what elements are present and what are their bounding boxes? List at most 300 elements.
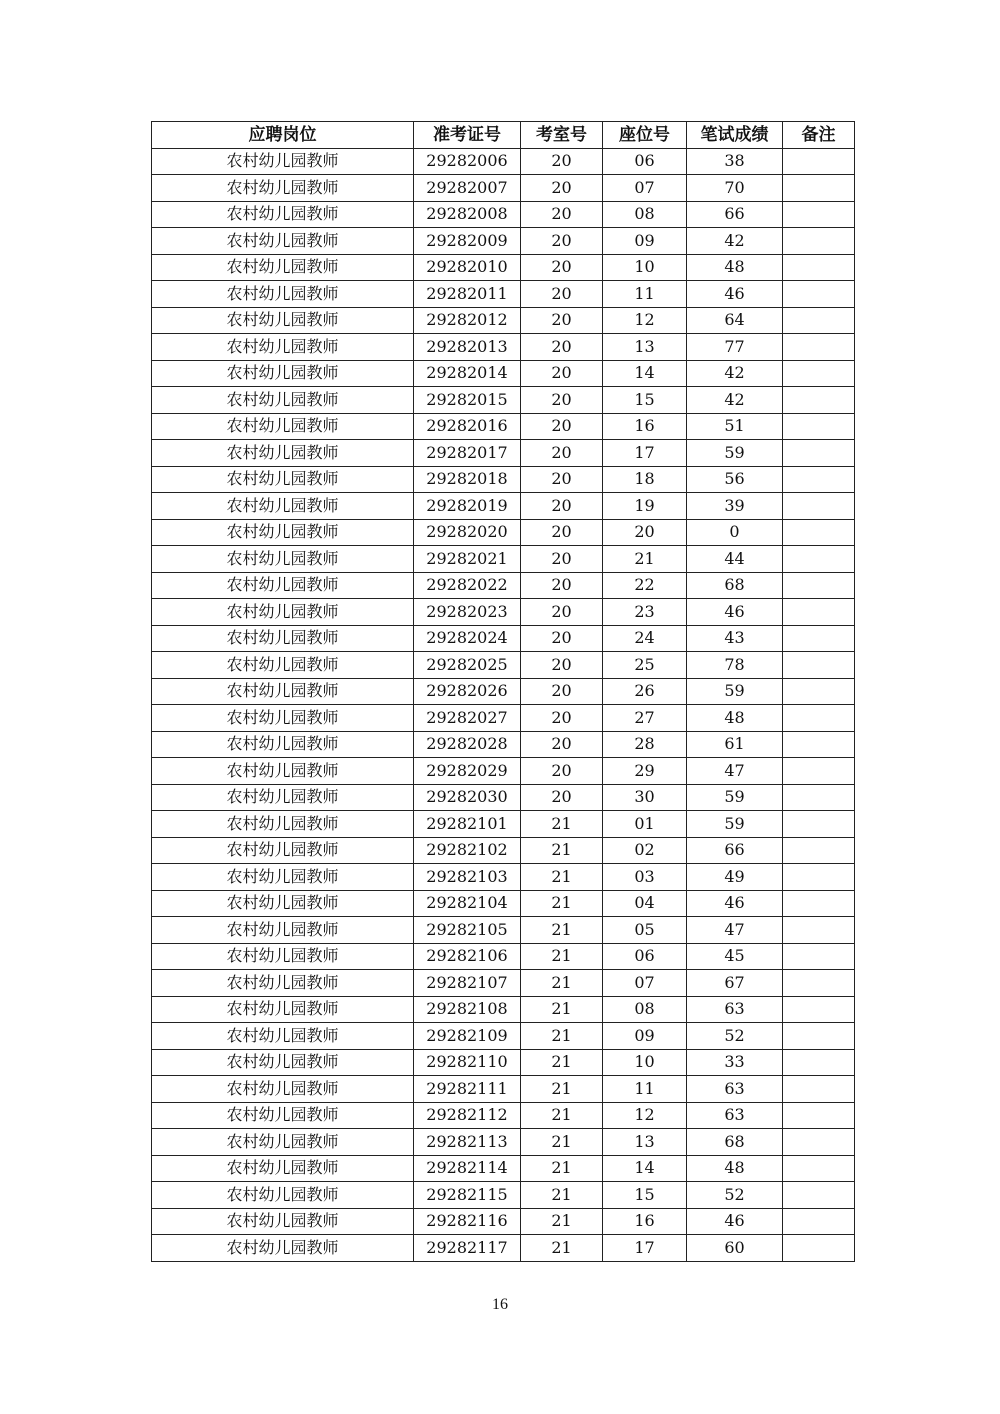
- cell-seat-number: 24: [603, 625, 687, 652]
- cell-written-score: 59: [687, 678, 783, 705]
- cell-written-score: 59: [687, 440, 783, 467]
- cell-exam-room: 21: [521, 970, 603, 997]
- cell-ticket-number: 29282115: [414, 1182, 521, 1209]
- cell-remark: [783, 1076, 855, 1103]
- cell-remark: [783, 731, 855, 758]
- cell-exam-room: 20: [521, 281, 603, 308]
- table-row: [152, 917, 855, 944]
- cell-seat-number: 28: [603, 731, 687, 758]
- cell-ticket-number: 29282109: [414, 1023, 521, 1050]
- cell-seat-number: 14: [603, 360, 687, 387]
- cell-exam-room: 20: [521, 387, 603, 414]
- cell-remark: [783, 625, 855, 652]
- cell-ticket-number: 29282010: [414, 254, 521, 281]
- cell-written-score: 59: [687, 811, 783, 838]
- cell-written-score: 49: [687, 864, 783, 891]
- cell-position: 农村幼儿园教师: [152, 360, 414, 387]
- cell-remark: [783, 387, 855, 414]
- cell-ticket-number: 29282022: [414, 572, 521, 599]
- cell-exam-room: 20: [521, 519, 603, 546]
- table-row: [152, 546, 855, 573]
- cell-exam-room: 20: [521, 440, 603, 467]
- table-row: [152, 864, 855, 891]
- cell-ticket-number: 29282106: [414, 943, 521, 970]
- cell-written-score: 77: [687, 334, 783, 361]
- cell-remark: [783, 917, 855, 944]
- cell-ticket-number: 29282015: [414, 387, 521, 414]
- cell-remark: [783, 943, 855, 970]
- cell-exam-room: 20: [521, 175, 603, 202]
- cell-seat-number: 02: [603, 837, 687, 864]
- cell-remark: [783, 1235, 855, 1262]
- cell-written-score: 68: [687, 1129, 783, 1156]
- table-row: [152, 175, 855, 202]
- cell-written-score: 42: [687, 228, 783, 255]
- cell-ticket-number: 29282114: [414, 1155, 521, 1182]
- cell-written-score: 52: [687, 1182, 783, 1209]
- header-written-score: 笔试成绩: [687, 122, 783, 149]
- page-number: 16: [492, 1296, 508, 1313]
- cell-written-score: 47: [687, 917, 783, 944]
- cell-written-score: 66: [687, 837, 783, 864]
- cell-seat-number: 11: [603, 281, 687, 308]
- table-row: [152, 307, 855, 334]
- table-row: [152, 678, 855, 705]
- cell-exam-room: 20: [521, 546, 603, 573]
- cell-exam-room: 20: [521, 599, 603, 626]
- cell-seat-number: 06: [603, 148, 687, 175]
- cell-ticket-number: 29282018: [414, 466, 521, 493]
- cell-position: 农村幼儿园教师: [152, 678, 414, 705]
- cell-position: 农村幼儿园教师: [152, 307, 414, 334]
- cell-ticket-number: 29282027: [414, 705, 521, 732]
- header-row: [152, 122, 855, 149]
- cell-remark: [783, 228, 855, 255]
- cell-ticket-number: 29282110: [414, 1049, 521, 1076]
- cell-exam-room: 20: [521, 307, 603, 334]
- cell-seat-number: 21: [603, 546, 687, 573]
- cell-position: 农村幼儿园教师: [152, 1076, 414, 1103]
- cell-position: 农村幼儿园教师: [152, 1235, 414, 1262]
- cell-exam-room: 20: [521, 466, 603, 493]
- cell-seat-number: 25: [603, 652, 687, 679]
- cell-written-score: 0: [687, 519, 783, 546]
- cell-seat-number: 14: [603, 1155, 687, 1182]
- cell-seat-number: 01: [603, 811, 687, 838]
- cell-position: 农村幼儿园教师: [152, 864, 414, 891]
- cell-seat-number: 12: [603, 307, 687, 334]
- cell-ticket-number: 29282014: [414, 360, 521, 387]
- cell-remark: [783, 599, 855, 626]
- table-row: [152, 599, 855, 626]
- cell-exam-room: 20: [521, 254, 603, 281]
- cell-exam-room: 21: [521, 1235, 603, 1262]
- cell-written-score: 78: [687, 652, 783, 679]
- cell-ticket-number: 29282101: [414, 811, 521, 838]
- cell-written-score: 42: [687, 360, 783, 387]
- cell-seat-number: 16: [603, 413, 687, 440]
- cell-exam-room: 21: [521, 864, 603, 891]
- cell-position: 农村幼儿园教师: [152, 413, 414, 440]
- table-row: [152, 837, 855, 864]
- cell-seat-number: 13: [603, 1129, 687, 1156]
- cell-position: 农村幼儿园教师: [152, 1023, 414, 1050]
- cell-ticket-number: 29282112: [414, 1102, 521, 1129]
- cell-seat-number: 22: [603, 572, 687, 599]
- table-row: [152, 572, 855, 599]
- table-row: [152, 943, 855, 970]
- cell-ticket-number: 29282021: [414, 546, 521, 573]
- cell-remark: [783, 334, 855, 361]
- cell-remark: [783, 493, 855, 520]
- cell-remark: [783, 652, 855, 679]
- cell-position: 农村幼儿园教师: [152, 387, 414, 414]
- cell-position: 农村幼儿园教师: [152, 440, 414, 467]
- cell-position: 农村幼儿园教师: [152, 784, 414, 811]
- cell-position: 农村幼儿园教师: [152, 572, 414, 599]
- table-row: [152, 148, 855, 175]
- cell-written-score: 46: [687, 890, 783, 917]
- cell-seat-number: 07: [603, 175, 687, 202]
- cell-written-score: 60: [687, 1235, 783, 1262]
- cell-ticket-number: 29282117: [414, 1235, 521, 1262]
- cell-remark: [783, 307, 855, 334]
- cell-exam-room: 21: [521, 1049, 603, 1076]
- cell-ticket-number: 29282023: [414, 599, 521, 626]
- cell-exam-room: 21: [521, 1182, 603, 1209]
- cell-ticket-number: 29282113: [414, 1129, 521, 1156]
- cell-position: 农村幼儿园教师: [152, 546, 414, 573]
- cell-written-score: 33: [687, 1049, 783, 1076]
- cell-written-score: 48: [687, 705, 783, 732]
- cell-seat-number: 07: [603, 970, 687, 997]
- cell-seat-number: 16: [603, 1208, 687, 1235]
- cell-ticket-number: 29282105: [414, 917, 521, 944]
- cell-ticket-number: 29282102: [414, 837, 521, 864]
- cell-remark: [783, 758, 855, 785]
- cell-seat-number: 17: [603, 1235, 687, 1262]
- table-row: [152, 758, 855, 785]
- table-row: [152, 440, 855, 467]
- cell-exam-room: 21: [521, 943, 603, 970]
- cell-position: 农村幼儿园教师: [152, 1129, 414, 1156]
- cell-exam-room: 20: [521, 334, 603, 361]
- cell-remark: [783, 1049, 855, 1076]
- cell-ticket-number: 29282107: [414, 970, 521, 997]
- cell-ticket-number: 29282016: [414, 413, 521, 440]
- cell-remark: [783, 360, 855, 387]
- cell-ticket-number: 29282007: [414, 175, 521, 202]
- cell-written-score: 63: [687, 1102, 783, 1129]
- cell-position: 农村幼儿园教师: [152, 1049, 414, 1076]
- cell-exam-room: 20: [521, 228, 603, 255]
- cell-exam-room: 20: [521, 625, 603, 652]
- cell-written-score: 48: [687, 254, 783, 281]
- cell-position: 农村幼儿园教师: [152, 943, 414, 970]
- cell-written-score: 63: [687, 996, 783, 1023]
- cell-position: 农村幼儿园教师: [152, 493, 414, 520]
- cell-written-score: 46: [687, 1208, 783, 1235]
- cell-exam-room: 21: [521, 1102, 603, 1129]
- cell-position: 农村幼儿园教师: [152, 890, 414, 917]
- table-row: [152, 360, 855, 387]
- cell-exam-room: 20: [521, 572, 603, 599]
- cell-position: 农村幼儿园教师: [152, 1208, 414, 1235]
- cell-seat-number: 18: [603, 466, 687, 493]
- cell-seat-number: 08: [603, 201, 687, 228]
- cell-seat-number: 10: [603, 1049, 687, 1076]
- cell-remark: [783, 175, 855, 202]
- table-row: [152, 201, 855, 228]
- cell-seat-number: 04: [603, 890, 687, 917]
- cell-seat-number: 23: [603, 599, 687, 626]
- cell-seat-number: 06: [603, 943, 687, 970]
- cell-exam-room: 20: [521, 652, 603, 679]
- cell-written-score: 52: [687, 1023, 783, 1050]
- cell-seat-number: 09: [603, 228, 687, 255]
- cell-exam-room: 20: [521, 148, 603, 175]
- cell-seat-number: 03: [603, 864, 687, 891]
- cell-seat-number: 26: [603, 678, 687, 705]
- cell-ticket-number: 29282024: [414, 625, 521, 652]
- cell-remark: [783, 546, 855, 573]
- cell-seat-number: 29: [603, 758, 687, 785]
- table-row: [152, 652, 855, 679]
- cell-written-score: 47: [687, 758, 783, 785]
- cell-exam-room: 21: [521, 837, 603, 864]
- cell-exam-room: 20: [521, 705, 603, 732]
- cell-remark: [783, 519, 855, 546]
- table-row: [152, 1049, 855, 1076]
- cell-exam-room: 20: [521, 731, 603, 758]
- cell-position: 农村幼儿园教师: [152, 996, 414, 1023]
- cell-position: 农村幼儿园教师: [152, 334, 414, 361]
- cell-ticket-number: 29282116: [414, 1208, 521, 1235]
- cell-remark: [783, 201, 855, 228]
- header-remark: 备注: [783, 122, 855, 149]
- cell-position: 农村幼儿园教师: [152, 811, 414, 838]
- cell-seat-number: 17: [603, 440, 687, 467]
- cell-remark: [783, 1182, 855, 1209]
- cell-written-score: 38: [687, 148, 783, 175]
- cell-position: 农村幼儿园教师: [152, 201, 414, 228]
- cell-written-score: 67: [687, 970, 783, 997]
- cell-ticket-number: 29282028: [414, 731, 521, 758]
- table-row: [152, 890, 855, 917]
- cell-remark: [783, 1208, 855, 1235]
- cell-ticket-number: 29282030: [414, 784, 521, 811]
- cell-remark: [783, 784, 855, 811]
- cell-ticket-number: 29282025: [414, 652, 521, 679]
- cell-exam-room: 20: [521, 678, 603, 705]
- header-ticket-number: 准考证号: [414, 122, 521, 149]
- cell-remark: [783, 970, 855, 997]
- cell-ticket-number: 29282029: [414, 758, 521, 785]
- cell-remark: [783, 1102, 855, 1129]
- cell-exam-room: 21: [521, 1129, 603, 1156]
- cell-exam-room: 20: [521, 784, 603, 811]
- table-row: [152, 731, 855, 758]
- cell-seat-number: 30: [603, 784, 687, 811]
- cell-remark: [783, 148, 855, 175]
- cell-ticket-number: 29282011: [414, 281, 521, 308]
- table-row: [152, 1023, 855, 1050]
- cell-written-score: 48: [687, 1155, 783, 1182]
- cell-seat-number: 05: [603, 917, 687, 944]
- cell-written-score: 61: [687, 731, 783, 758]
- table-row: [152, 254, 855, 281]
- cell-position: 农村幼儿园教师: [152, 917, 414, 944]
- cell-exam-room: 20: [521, 201, 603, 228]
- cell-position: 农村幼儿园教师: [152, 758, 414, 785]
- cell-ticket-number: 29282103: [414, 864, 521, 891]
- cell-seat-number: 12: [603, 1102, 687, 1129]
- cell-ticket-number: 29282026: [414, 678, 521, 705]
- cell-ticket-number: 29282017: [414, 440, 521, 467]
- cell-exam-room: 21: [521, 1155, 603, 1182]
- table-row: [152, 970, 855, 997]
- cell-remark: [783, 864, 855, 891]
- cell-seat-number: 08: [603, 996, 687, 1023]
- table-row: [152, 228, 855, 255]
- cell-written-score: 56: [687, 466, 783, 493]
- cell-position: 农村幼儿园教师: [152, 970, 414, 997]
- cell-position: 农村幼儿园教师: [152, 599, 414, 626]
- cell-position: 农村幼儿园教师: [152, 519, 414, 546]
- table-row: [152, 493, 855, 520]
- table-row: [152, 784, 855, 811]
- cell-written-score: 43: [687, 625, 783, 652]
- table-row: [152, 705, 855, 732]
- table-row: [152, 996, 855, 1023]
- table-row: [152, 519, 855, 546]
- table-row: [152, 1235, 855, 1262]
- cell-ticket-number: 29282111: [414, 1076, 521, 1103]
- table-row: [152, 1102, 855, 1129]
- cell-position: 农村幼儿园教师: [152, 652, 414, 679]
- cell-ticket-number: 29282008: [414, 201, 521, 228]
- cell-position: 农村幼儿园教师: [152, 837, 414, 864]
- cell-position: 农村幼儿园教师: [152, 148, 414, 175]
- cell-written-score: 45: [687, 943, 783, 970]
- cell-exam-room: 21: [521, 811, 603, 838]
- cell-exam-room: 21: [521, 1023, 603, 1050]
- cell-seat-number: 11: [603, 1076, 687, 1103]
- cell-position: 农村幼儿园教师: [152, 466, 414, 493]
- cell-exam-room: 20: [521, 413, 603, 440]
- cell-written-score: 64: [687, 307, 783, 334]
- cell-ticket-number: 29282108: [414, 996, 521, 1023]
- cell-remark: [783, 440, 855, 467]
- cell-exam-room: 20: [521, 493, 603, 520]
- table-body: [152, 148, 855, 1261]
- cell-position: 农村幼儿园教师: [152, 228, 414, 255]
- cell-exam-room: 21: [521, 890, 603, 917]
- cell-seat-number: 27: [603, 705, 687, 732]
- table-row: [152, 1155, 855, 1182]
- cell-remark: [783, 996, 855, 1023]
- table-row: [152, 1076, 855, 1103]
- table-row: [152, 387, 855, 414]
- cell-remark: [783, 572, 855, 599]
- cell-ticket-number: 29282006: [414, 148, 521, 175]
- table-row: [152, 466, 855, 493]
- cell-position: 农村幼儿园教师: [152, 1182, 414, 1209]
- header-position: 应聘岗位: [152, 122, 414, 149]
- cell-ticket-number: 29282104: [414, 890, 521, 917]
- cell-ticket-number: 29282013: [414, 334, 521, 361]
- cell-exam-room: 21: [521, 1076, 603, 1103]
- table-row: [152, 281, 855, 308]
- cell-seat-number: 15: [603, 387, 687, 414]
- header-exam-room: 考室号: [521, 122, 603, 149]
- cell-seat-number: 19: [603, 493, 687, 520]
- cell-written-score: 39: [687, 493, 783, 520]
- cell-remark: [783, 281, 855, 308]
- cell-position: 农村幼儿园教师: [152, 254, 414, 281]
- cell-remark: [783, 413, 855, 440]
- cell-seat-number: 13: [603, 334, 687, 361]
- cell-written-score: 68: [687, 572, 783, 599]
- cell-ticket-number: 29282020: [414, 519, 521, 546]
- cell-position: 农村幼儿园教师: [152, 1155, 414, 1182]
- cell-seat-number: 10: [603, 254, 687, 281]
- cell-exam-room: 21: [521, 996, 603, 1023]
- table-row: [152, 1182, 855, 1209]
- cell-position: 农村幼儿园教师: [152, 1102, 414, 1129]
- cell-remark: [783, 254, 855, 281]
- cell-remark: [783, 1129, 855, 1156]
- cell-written-score: 46: [687, 599, 783, 626]
- cell-remark: [783, 678, 855, 705]
- cell-remark: [783, 811, 855, 838]
- cell-written-score: 59: [687, 784, 783, 811]
- cell-written-score: 42: [687, 387, 783, 414]
- cell-position: 农村幼儿园教师: [152, 175, 414, 202]
- cell-seat-number: 09: [603, 1023, 687, 1050]
- cell-ticket-number: 29282019: [414, 493, 521, 520]
- cell-written-score: 63: [687, 1076, 783, 1103]
- cell-exam-room: 21: [521, 917, 603, 944]
- cell-ticket-number: 29282012: [414, 307, 521, 334]
- cell-remark: [783, 837, 855, 864]
- cell-remark: [783, 890, 855, 917]
- cell-exam-room: 21: [521, 1208, 603, 1235]
- cell-position: 农村幼儿园教师: [152, 625, 414, 652]
- cell-written-score: 44: [687, 546, 783, 573]
- table-row: [152, 413, 855, 440]
- cell-written-score: 46: [687, 281, 783, 308]
- cell-remark: [783, 466, 855, 493]
- table-row: [152, 625, 855, 652]
- cell-remark: [783, 1023, 855, 1050]
- cell-remark: [783, 705, 855, 732]
- header-seat-number: 座位号: [603, 122, 687, 149]
- cell-ticket-number: 29282009: [414, 228, 521, 255]
- table-row: [152, 1208, 855, 1235]
- results-table: [151, 121, 855, 1262]
- cell-exam-room: 20: [521, 360, 603, 387]
- cell-remark: [783, 1155, 855, 1182]
- cell-position: 农村幼儿园教师: [152, 731, 414, 758]
- cell-seat-number: 15: [603, 1182, 687, 1209]
- cell-position: 农村幼儿园教师: [152, 281, 414, 308]
- cell-position: 农村幼儿园教师: [152, 705, 414, 732]
- cell-seat-number: 20: [603, 519, 687, 546]
- cell-exam-room: 20: [521, 758, 603, 785]
- cell-written-score: 51: [687, 413, 783, 440]
- cell-written-score: 66: [687, 201, 783, 228]
